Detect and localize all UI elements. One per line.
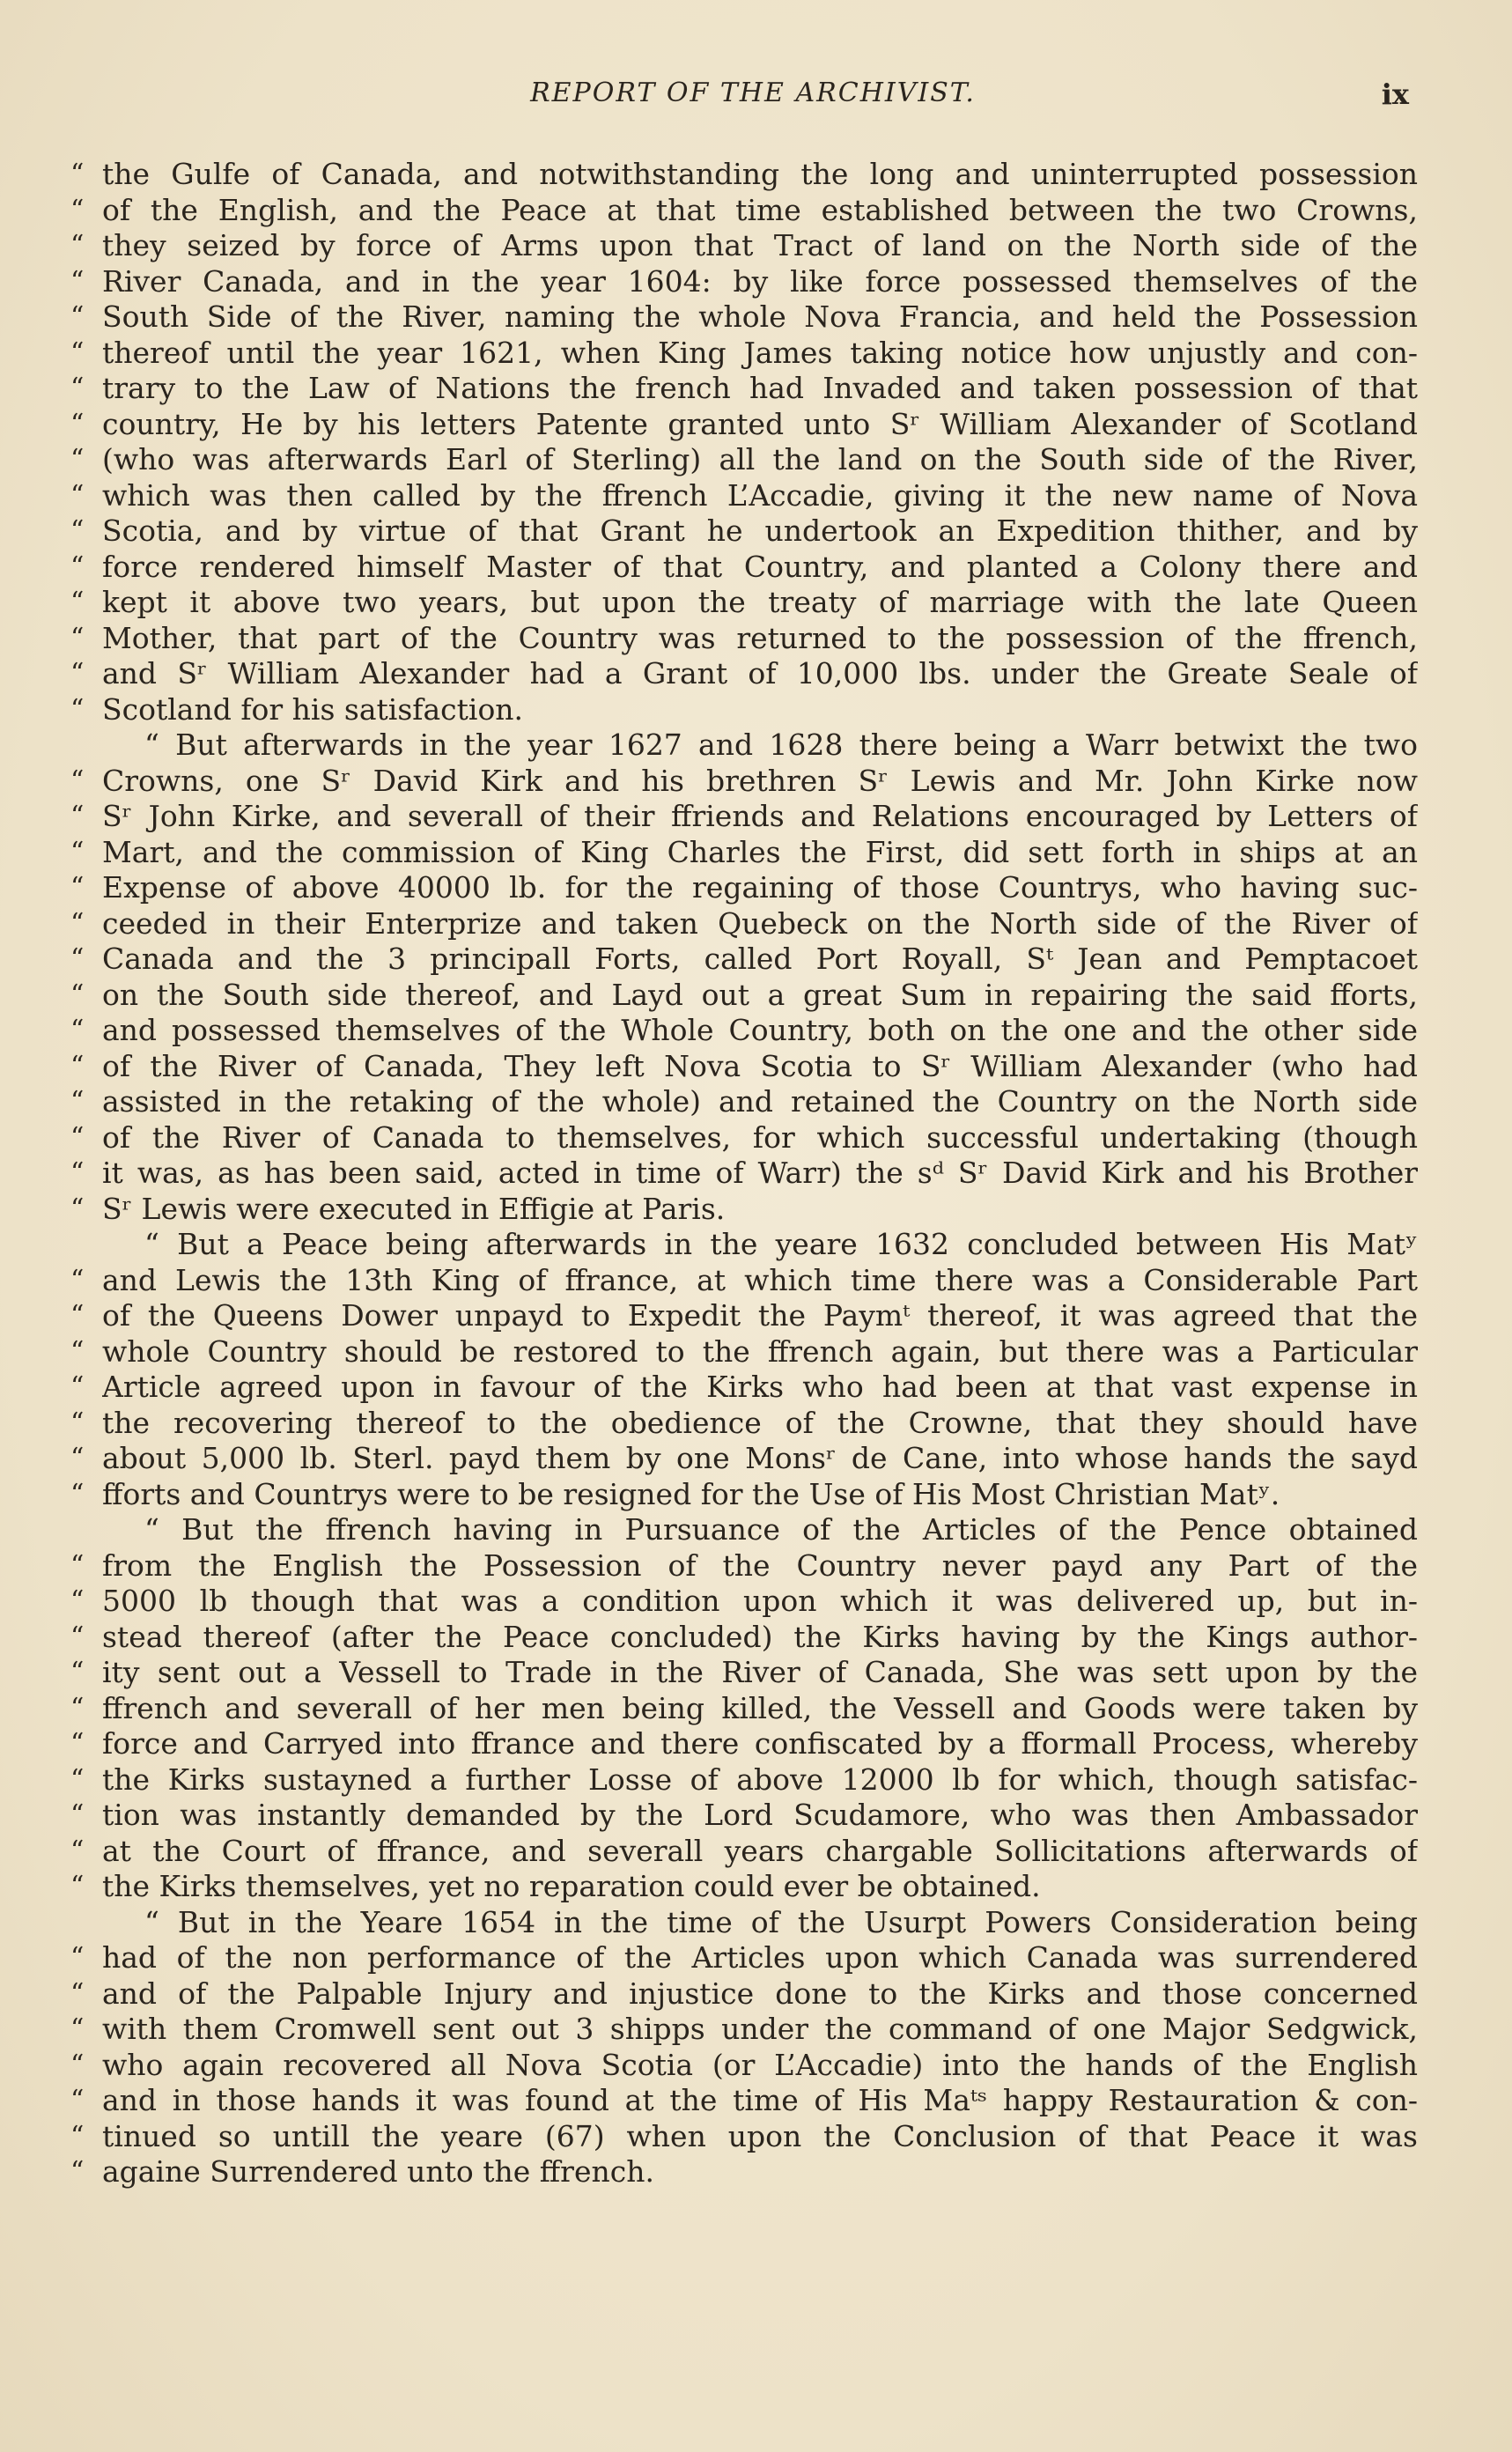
line-text: of the Queens Dower unpayd to Expedit the Paymᵗ thereof, it was agreed that the bbox=[102, 1298, 1418, 1333]
line-text: (who was afterwards Earl of Sterling) all the land on the South side of the River, bbox=[102, 442, 1418, 476]
line-text: country, He by his letters Patente granted unto Sʳ William Alexander of Scotland bbox=[102, 406, 1418, 441]
margin-quote-mark: “ bbox=[70, 1728, 85, 1759]
text-line bbox=[70, 727, 1418, 764]
margin-quote-mark: “ bbox=[70, 265, 85, 297]
margin-quote-mark: “ bbox=[70, 658, 85, 689]
text-line bbox=[70, 1655, 1418, 1691]
line-text: River Canada, and in the year 1604: by like force possessed themselves of the bbox=[102, 263, 1418, 299]
line-text: had of the non performance of the Articles upon which Canada was surrendered bbox=[102, 1940, 1418, 1975]
line-text: Crowns, one Sʳ David Kirk and his brethren Sʳ Lewis and Mr. John Kirke now bbox=[102, 763, 1418, 798]
line-text: “ But the ffrench having in Pursuance of the Articles of the Pence obtained bbox=[144, 1512, 1418, 1547]
text-line bbox=[70, 478, 1418, 514]
text-line bbox=[70, 157, 1418, 193]
body-text bbox=[70, 157, 1418, 2190]
margin-quote-mark: “ bbox=[70, 1371, 85, 1402]
text-line bbox=[70, 1905, 1418, 1941]
text-line bbox=[70, 1477, 1418, 1513]
margin-quote-mark: “ bbox=[70, 1977, 85, 2009]
margin-quote-mark: “ bbox=[70, 515, 85, 546]
line-text: whole Country should be restored to the ffrench again, but there was a Particular bbox=[102, 1333, 1418, 1369]
margin-quote-mark: “ bbox=[70, 1799, 85, 1830]
line-text: “ But afterwards in the year 1627 and 1628 there being a Warr betwixt the two bbox=[144, 727, 1418, 762]
line-text: Mother, that part of the Country was returned to the possession of the ffrench, bbox=[102, 620, 1418, 655]
margin-quote-mark: “ bbox=[70, 2156, 85, 2187]
line-text: Expense of above 40000 lb. for the regaining of those Countrys, who having suc- bbox=[102, 870, 1418, 905]
margin-quote-mark: “ bbox=[70, 159, 85, 189]
line-text: about 5,000 lb. Sterl. payd them by one Monsʳ de Cane, into whose hands the sayd bbox=[102, 1441, 1418, 1475]
margin-quote-mark: “ bbox=[70, 1015, 85, 1045]
text-line bbox=[70, 1406, 1418, 1442]
text-line bbox=[70, 1013, 1418, 1049]
line-text: and Sʳ William Alexander had a Grant of 10,000 lbs. under the Greate Seale of bbox=[102, 656, 1418, 691]
text-line bbox=[70, 1762, 1418, 1798]
text-line bbox=[70, 1620, 1418, 1656]
margin-quote-mark: “ bbox=[70, 587, 85, 617]
line-text: Mart, and the commission of King Charles the First, did sett forth in ships at an bbox=[102, 834, 1418, 869]
text-line bbox=[70, 1263, 1418, 1299]
text-line bbox=[70, 1227, 1418, 1263]
line-text: ity sent out a Vessell to Trade in the River of Canada, She was sett upon by the bbox=[102, 1655, 1418, 1689]
line-text: tinued so untill the yeare (67) when upon the Conclusion of that Peace it was bbox=[102, 2118, 1418, 2153]
margin-quote-mark: “ bbox=[70, 801, 85, 831]
line-text: Sʳ Lewis were executed in Effigie at Paris. bbox=[102, 1191, 726, 1226]
line-text: Scotia, and by virtue of that Grant he undertook an Expedition thither, and by bbox=[102, 513, 1418, 548]
line-text: assisted in the retaking of the whole) and retained the Country on the North side bbox=[102, 1084, 1418, 1119]
text-line bbox=[70, 1370, 1418, 1406]
margin-quote-mark: “ bbox=[70, 979, 85, 1010]
margin-quote-mark: “ bbox=[70, 194, 85, 225]
margin-quote-mark: “ bbox=[70, 1121, 85, 1153]
text-line bbox=[70, 835, 1418, 871]
margin-quote-mark: “ bbox=[70, 872, 85, 903]
margin-quote-mark: “ bbox=[70, 408, 85, 439]
margin-quote-mark: “ bbox=[70, 550, 85, 582]
margin-quote-mark: “ bbox=[70, 1835, 85, 1866]
text-line bbox=[70, 1156, 1418, 1192]
line-text: tion was instantly demanded by the Lord Scudamore, who was then Ambassador bbox=[102, 1798, 1418, 1832]
text-line bbox=[70, 371, 1418, 407]
line-text: from the English the Possession of the Country never payd any Part of the bbox=[102, 1547, 1418, 1583]
margin-quote-mark: “ bbox=[70, 1478, 85, 1510]
text-line bbox=[70, 1976, 1418, 2013]
text-line bbox=[70, 870, 1418, 906]
text-line bbox=[70, 2048, 1418, 2084]
margin-quote-mark: “ bbox=[70, 1585, 85, 1616]
text-line bbox=[70, 1548, 1418, 1584]
text-line bbox=[70, 978, 1418, 1014]
margin-quote-mark: “ bbox=[70, 1335, 85, 1367]
text-line bbox=[70, 442, 1418, 478]
line-text: fforts and Countrys were to be resigned for the Use of His Most Christian Matʸ. bbox=[102, 1476, 1280, 1511]
margin-quote-mark: “ bbox=[70, 2120, 85, 2152]
margin-quote-mark: “ bbox=[70, 301, 85, 332]
text-line bbox=[70, 906, 1418, 942]
margin-quote-mark: “ bbox=[70, 1086, 85, 1117]
line-text: trary to the Law of Nations the french had Invaded and taken possession of that bbox=[102, 371, 1418, 405]
running-title: REPORT OF THE ARCHIVIST. bbox=[530, 78, 976, 108]
text-line bbox=[70, 799, 1418, 835]
text-line bbox=[70, 2083, 1418, 2119]
text-line bbox=[70, 1441, 1418, 1477]
line-text: on the South side thereof, and Layd out a great Sum in repairing the said fforts, bbox=[102, 977, 1418, 1012]
margin-quote-mark: “ bbox=[70, 1871, 85, 1902]
margin-quote-mark: “ bbox=[70, 1621, 85, 1652]
text-line bbox=[70, 1834, 1418, 1870]
margin-quote-mark: “ bbox=[70, 943, 85, 974]
line-text: it was, as has been said, acted in time of Warr) the sᵈ Sʳ David Kirk and his Brother bbox=[102, 1156, 1418, 1190]
text-line bbox=[70, 1084, 1418, 1120]
margin-quote-mark: “ bbox=[70, 693, 85, 725]
margin-quote-mark: “ bbox=[70, 2049, 85, 2080]
line-text: Sʳ John Kirke, and severall of their ffriends and Relations encouraged by Letters of bbox=[102, 799, 1418, 833]
text-line bbox=[70, 1192, 1418, 1228]
text-line bbox=[70, 1334, 1418, 1370]
line-text: and in those hands it was found at the time of His Maᵗˢ happy Restauration & con- bbox=[102, 2083, 1418, 2117]
line-text: and of the Palpable Injury and injustice done to the Kirks and those concerned bbox=[102, 1976, 1418, 2011]
line-text: of the River of Canada to themselves, for which successful undertaking (though bbox=[102, 1119, 1418, 1155]
line-text: Canada and the 3 principall Forts, called Port Royall, Sᵗ Jean and Pemptacoet bbox=[102, 942, 1418, 976]
margin-quote-mark: “ bbox=[70, 1264, 85, 1296]
line-text: Article agreed upon in favour of the Kirks who had been at that vast expense in bbox=[102, 1370, 1418, 1404]
margin-quote-mark: “ bbox=[70, 764, 85, 796]
text-line bbox=[70, 1798, 1418, 1834]
margin-quote-mark: “ bbox=[70, 622, 85, 654]
line-text: ceeded in their Enterprize and taken Quebeck on the North side of the River of bbox=[102, 905, 1418, 941]
margin-quote-mark: “ bbox=[70, 907, 85, 939]
margin-quote-mark: “ bbox=[70, 1692, 85, 1724]
text-line bbox=[70, 193, 1418, 229]
line-text: of the English, and the Peace at that time established between the two Crowns, bbox=[102, 192, 1418, 227]
margin-quote-mark: “ bbox=[70, 1407, 85, 1438]
text-line bbox=[70, 1940, 1418, 1976]
margin-quote-mark: “ bbox=[70, 444, 85, 475]
line-text: ffrench and severall of her men being killed, the Vessell and Goods were taken by bbox=[102, 1690, 1418, 1725]
margin-quote-mark: “ bbox=[70, 1549, 85, 1581]
line-text: who again recovered all Nova Scotia (or L’Accadie) into the hands of the English bbox=[102, 2047, 1418, 2082]
text-line bbox=[70, 264, 1418, 300]
margin-quote-mark: “ bbox=[70, 1157, 85, 1188]
line-text: they seized by force of Arms upon that Tract of land on the North side of the bbox=[102, 228, 1418, 262]
text-line bbox=[70, 513, 1418, 550]
margin-quote-mark: “ bbox=[70, 2013, 85, 2044]
line-text: which was then called by the ffrench L’Accadie, giving it the new name of Nova bbox=[102, 477, 1418, 513]
line-text: “ But a Peace being afterwards in the yeare 1632 concluded between His Matʸ bbox=[144, 1227, 1418, 1261]
line-text: Scotland for his satisfaction. bbox=[102, 691, 524, 727]
text-line bbox=[70, 1120, 1418, 1156]
text-line bbox=[70, 228, 1418, 264]
text-line bbox=[70, 1726, 1418, 1762]
text-line bbox=[70, 942, 1418, 978]
line-text: “ But in the Yeare 1654 in the time of the Usurpt Powers Consideration being bbox=[144, 1904, 1418, 1939]
margin-quote-mark: “ bbox=[70, 230, 85, 261]
text-line bbox=[70, 2012, 1418, 2048]
text-line bbox=[70, 656, 1418, 692]
text-line bbox=[70, 299, 1418, 336]
line-text: stead thereof (after the Peace concluded) the Kirks having by the Kings author- bbox=[102, 1619, 1418, 1654]
margin-quote-mark: “ bbox=[70, 1763, 85, 1795]
text-line bbox=[70, 585, 1418, 621]
margin-quote-mark: “ bbox=[70, 479, 85, 511]
line-text: the Kirks sustayned a further Losse of above 12000 lb for which, though satisfac- bbox=[102, 1761, 1418, 1797]
line-text: with them Cromwell sent out 3 shipps under the command of one Major Sedgwick, bbox=[102, 2012, 1418, 2046]
margin-quote-mark: “ bbox=[70, 1942, 85, 1973]
line-text: force and Carryed into ffrance and there confiscated by a fformall Process, whereby bbox=[102, 1726, 1418, 1761]
text-line bbox=[70, 2154, 1418, 2190]
margin-quote-mark: “ bbox=[70, 1050, 85, 1082]
margin-quote-mark: “ bbox=[70, 836, 85, 868]
text-line bbox=[70, 1869, 1418, 1905]
text-line bbox=[70, 1512, 1418, 1548]
line-text: South Side of the River, naming the whole Nova Francia, and held the Possession bbox=[102, 299, 1418, 334]
text-line bbox=[70, 1298, 1418, 1334]
margin-quote-mark: “ bbox=[70, 1300, 85, 1331]
line-text: againe Surrendered unto the ffrench. bbox=[102, 2154, 654, 2189]
line-text: at the Court of ffrance, and severall years chargable Sollicitations afterwards of bbox=[102, 1833, 1418, 1868]
page-number: ix bbox=[1381, 78, 1409, 111]
text-line bbox=[70, 1049, 1418, 1085]
line-text: thereof until the year 1621, when King James taking notice how unjustly and con- bbox=[102, 335, 1418, 370]
text-line bbox=[70, 336, 1418, 372]
text-line bbox=[70, 550, 1418, 586]
line-text: 5000 lb though that was a condition upon which it was delivered up, but in- bbox=[102, 1584, 1418, 1618]
margin-quote-mark: “ bbox=[70, 1657, 85, 1688]
text-line bbox=[70, 2119, 1418, 2155]
line-text: and possessed themselves of the Whole Country, both on the one and the other side bbox=[102, 1013, 1418, 1047]
line-text: of the River of Canada, They left Nova Scotia to Sʳ William Alexander (who had bbox=[102, 1048, 1418, 1083]
text-line bbox=[70, 692, 1418, 728]
line-text: the recovering thereof to the obedience of the Crowne, that they should have bbox=[102, 1405, 1418, 1440]
text-line bbox=[70, 1691, 1418, 1727]
margin-quote-mark: “ bbox=[70, 336, 85, 368]
text-line bbox=[70, 764, 1418, 800]
page-header bbox=[97, 78, 1409, 113]
margin-quote-mark: “ bbox=[70, 373, 85, 403]
margin-quote-mark: “ bbox=[70, 1443, 85, 1473]
line-text: and Lewis the 13th King of ffrance, at which time there was a Considerable Part bbox=[102, 1262, 1418, 1297]
margin-quote-mark: “ bbox=[70, 2085, 85, 2116]
line-text: kept it above two years, but upon the treaty of marriage with the late Queen bbox=[102, 585, 1418, 619]
line-text: the Gulfe of Canada, and notwithstanding the long and uninterrupted possession bbox=[102, 157, 1418, 191]
text-line bbox=[70, 407, 1418, 443]
text-line bbox=[70, 1584, 1418, 1620]
line-text: the Kirks themselves, yet no reparation could ever be obtained. bbox=[102, 1869, 1041, 1903]
line-text: force rendered himself Master of that Country, and planted a Colony there and bbox=[102, 549, 1418, 584]
text-line bbox=[70, 621, 1418, 657]
margin-quote-mark: “ bbox=[70, 1193, 85, 1224]
